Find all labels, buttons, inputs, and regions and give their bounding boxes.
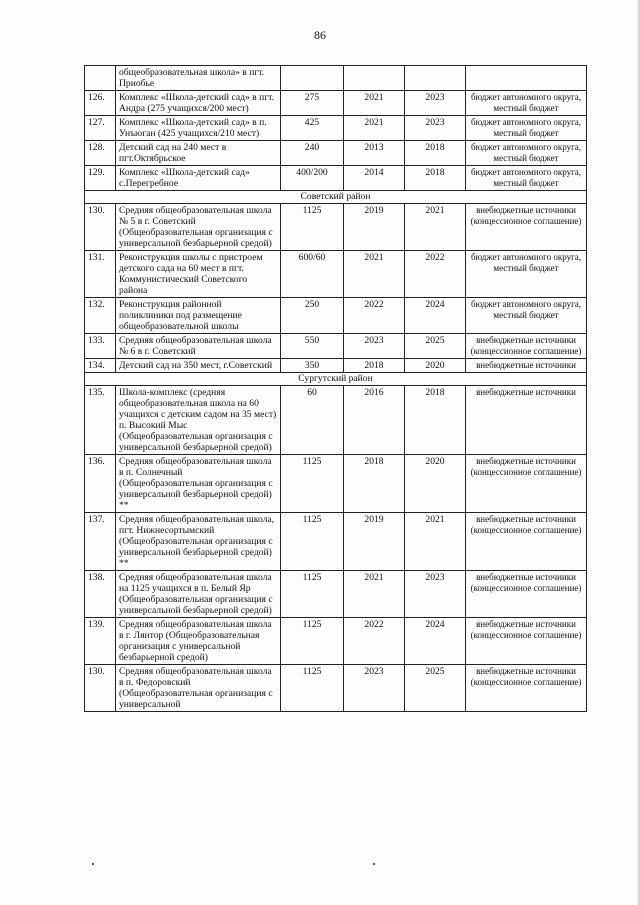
funding-source: внебюджетные источники <box>466 359 587 373</box>
object-name: Детский сад на 350 мест, г.Советский <box>116 359 281 373</box>
funding-source: внебюджетные источники (концессионное соглашение) <box>466 665 587 712</box>
object-name: Детский сад на 240 мест в пгт.Октябрьское <box>116 141 281 166</box>
funding-source: внебюджетные источники (концессионное соглашение) <box>466 571 587 618</box>
row-number: 126. <box>85 91 116 116</box>
capacity: 1125 <box>281 513 344 571</box>
start-year: 2021 <box>344 251 405 298</box>
end-year: 2020 <box>405 455 466 513</box>
end-year: 2021 <box>405 204 466 251</box>
row-number: 136. <box>85 455 116 513</box>
table-row <box>85 665 587 712</box>
funding-source: бюджет автономного округа, местный бюджет <box>466 116 587 141</box>
end-year: 2024 <box>405 618 466 665</box>
start-year: 2021 <box>344 116 405 141</box>
funding-source: внебюджетные источники (концессионное соглашение) <box>466 513 587 571</box>
start-year: 2018 <box>344 359 405 373</box>
objects-table <box>84 65 587 712</box>
start-year: 2021 <box>344 571 405 618</box>
start-year: 2022 <box>344 298 405 334</box>
capacity: 1125 <box>281 204 344 251</box>
table-row <box>85 334 587 359</box>
row-number: 132. <box>85 298 116 334</box>
object-name: Средняя общеобразовательная школа в г. Лянтор (Общеобразовательная организация с универсальной безбарьерной средой) <box>116 618 281 665</box>
table-row <box>85 455 587 513</box>
capacity: 240 <box>281 141 344 166</box>
end-year: 2021 <box>405 513 466 571</box>
table-row <box>85 204 587 251</box>
end-year: 2025 <box>405 334 466 359</box>
table-row <box>85 166 587 191</box>
scan-dot <box>92 863 94 865</box>
section-title-surgutsky: Сургутский район <box>85 373 587 386</box>
funding-source: внебюджетные источники (концессионное соглашение) <box>466 334 587 359</box>
section-title-sovetsky: Советский район <box>85 191 587 204</box>
end-year: 2018 <box>405 386 466 455</box>
capacity: 400/200 <box>281 166 344 191</box>
capacity: 425 <box>281 116 344 141</box>
capacity: 550 <box>281 334 344 359</box>
row-number: 131. <box>85 251 116 298</box>
start-year: 2018 <box>344 455 405 513</box>
capacity: 1125 <box>281 618 344 665</box>
table-row <box>85 359 587 373</box>
table-row <box>85 66 587 91</box>
object-name: Комплекс «Школа-детский сад» с.Перегребное <box>116 166 281 191</box>
row-number: 130. <box>85 665 116 712</box>
start-year: 2014 <box>344 166 405 191</box>
start-year: 2013 <box>344 141 405 166</box>
section-row <box>85 373 587 386</box>
table-row <box>85 571 587 618</box>
object-name: Средняя общеобразовательная школа на 1125 учащихся в п. Белый Яр (Общеобразовательная организация с универсальной безбарьерной средой) <box>116 571 281 618</box>
end-year: 2023 <box>405 571 466 618</box>
end-year: 2024 <box>405 298 466 334</box>
start-year: 2021 <box>344 91 405 116</box>
funding-source: бюджет автономного округа, местный бюджет <box>466 141 587 166</box>
end-year: 2020 <box>405 359 466 373</box>
row-number: 138. <box>85 571 116 618</box>
object-name: Средняя общеобразовательная школа № 6 в г. Советский <box>116 334 281 359</box>
end-year: 2018 <box>405 166 466 191</box>
start-year: 2023 <box>344 665 405 712</box>
capacity: 350 <box>281 359 344 373</box>
end-year: 2023 <box>405 91 466 116</box>
end-year: 2025 <box>405 665 466 712</box>
capacity: 60 <box>281 386 344 455</box>
object-name: Средняя общеобразовательная школа в п. Солнечный (Общеобразовательная организация с универсальной безбарьерной средой) ** <box>116 455 281 513</box>
capacity: 1125 <box>281 571 344 618</box>
funding-source: внебюджетные источники (концессионное соглашение) <box>466 204 587 251</box>
capacity: 600/60 <box>281 251 344 298</box>
funding-source: внебюджетные источники <box>466 386 587 455</box>
row-number: 137. <box>85 513 116 571</box>
scan-dot <box>373 863 375 865</box>
row-number: 127. <box>85 116 116 141</box>
end-year: 2018 <box>405 141 466 166</box>
funding-source: внебюджетные источники (концессионное соглашение) <box>466 618 587 665</box>
capacity: 1125 <box>281 455 344 513</box>
table-row <box>85 91 587 116</box>
section-row <box>85 191 587 204</box>
row-number: 133. <box>85 334 116 359</box>
funding-source: бюджет автономного округа, местный бюджет <box>466 251 587 298</box>
row-number: 139. <box>85 618 116 665</box>
start-year: 2022 <box>344 618 405 665</box>
object-name: Реконструкция школы с пристроем детского сада на 60 мест в пгт. Коммунистический Советского района <box>116 251 281 298</box>
funding-source: внебюджетные источники (концессионное соглашение) <box>466 455 587 513</box>
start-year: 2023 <box>344 334 405 359</box>
end-year: 2023 <box>405 116 466 141</box>
object-name: общеобразовательная школа» в пгт. Приобье <box>116 66 281 91</box>
row-number: 129. <box>85 166 116 191</box>
table-row <box>85 298 587 334</box>
start-year: 2019 <box>344 513 405 571</box>
capacity: 250 <box>281 298 344 334</box>
table-row <box>85 513 587 571</box>
end-year: 2022 <box>405 251 466 298</box>
capacity: 1125 <box>281 665 344 712</box>
table-row <box>85 386 587 455</box>
funding-source: бюджет автономного округа, местный бюджет <box>466 91 587 116</box>
object-name: Комплекс «Школа-детский сад» в п. Унъюган (425 учащихся/210 мест) <box>116 116 281 141</box>
row-number: 130. <box>85 204 116 251</box>
funding-source: бюджет автономного округа, местный бюджет <box>466 298 587 334</box>
object-name: Средняя общеобразовательная школа № 5 в г. Советский (Общеобразовательная организация с универсальной безбарьерной средой) <box>116 204 281 251</box>
funding-source: бюджет автономного округа, местный бюджет <box>466 166 587 191</box>
table-row <box>85 141 587 166</box>
page-number: 86 <box>314 28 326 42</box>
start-year: 2016 <box>344 386 405 455</box>
row-number: 135. <box>85 386 116 455</box>
start-year: 2019 <box>344 204 405 251</box>
object-name: Комплекс «Школа-детский сад» в пгт. Андра (275 учащихся/200 мест) <box>116 91 281 116</box>
row-number: 134. <box>85 359 116 373</box>
capacity: 275 <box>281 91 344 116</box>
object-name: Средняя общеобразовательная школа в п. Федоровский (Общеобразовательная организация с универсальной <box>116 665 281 712</box>
table-row <box>85 116 587 141</box>
object-name: Средняя общеобразовательная школа, пгт. Нижнесортымский (Общеобразовательная организация с универсальной безбарьерной средой) ** <box>116 513 281 571</box>
object-name: Школа-комплекс (средняя общеобразовательная школа на 60 учащихся с детским садом на 35 мест) п. Высокий Мыс (Общеобразовательная организация с универсальной безбарьерной средой) <box>116 386 281 455</box>
table-row <box>85 251 587 298</box>
row-number: 128. <box>85 141 116 166</box>
table-row <box>85 618 587 665</box>
object-name: Реконструкция районной поликлиники под размещение общеобразовательной школы <box>116 298 281 334</box>
